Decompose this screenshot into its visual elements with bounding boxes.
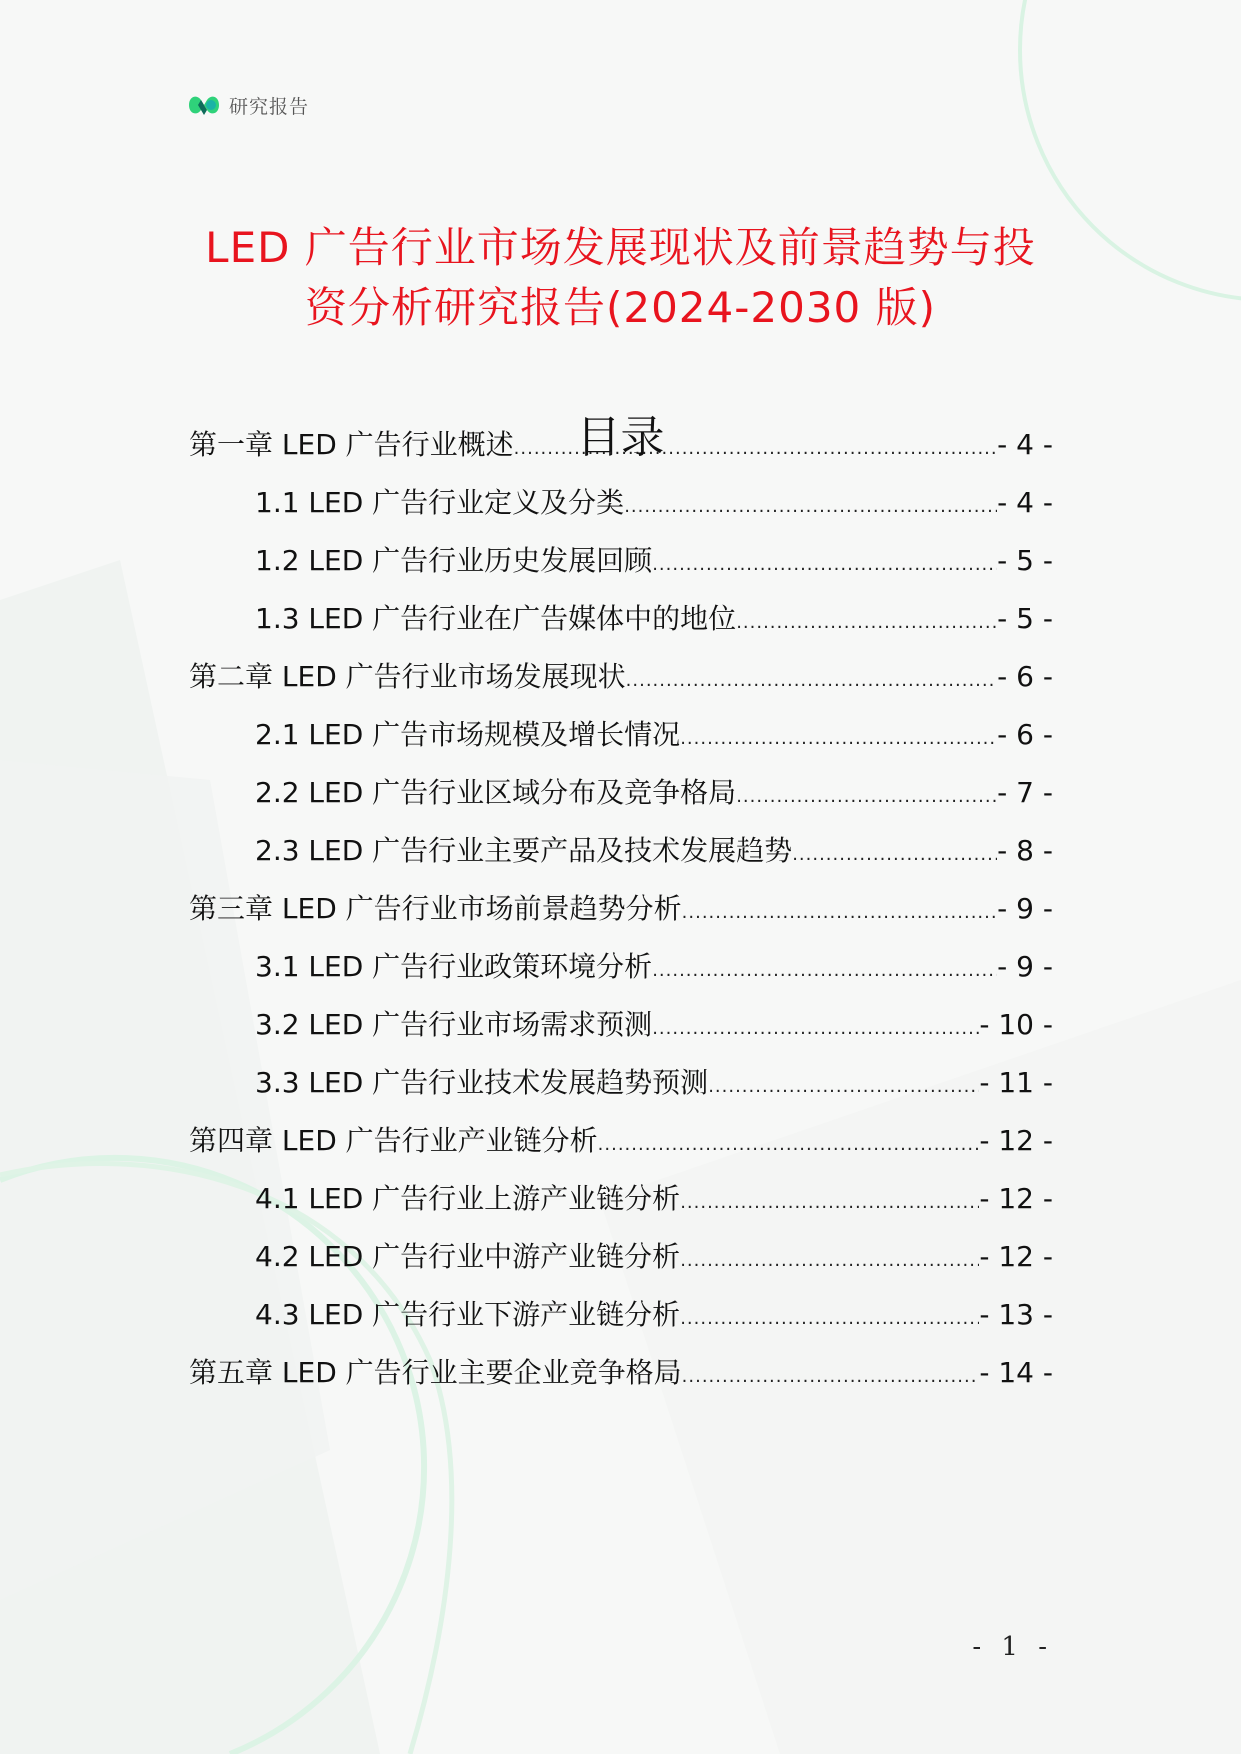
report-title-line2: 资分析研究报告(2024-2030 版) [304, 283, 937, 332]
toc-entry-page: - 7 - [997, 776, 1053, 809]
report-title [150, 218, 1091, 338]
toc-entry[interactable] [189, 423, 1053, 467]
toc-entry[interactable] [255, 1003, 1053, 1047]
page-number: - 1 - [972, 1632, 1053, 1662]
toc-entry-label: 1.1 LED 广告行业定义及分类 [255, 486, 625, 519]
toc-dot-leader [680, 1239, 979, 1283]
toc-entry[interactable] [189, 1351, 1053, 1395]
toc-entry-label: 2.1 LED 广告市场规模及增长情况 [255, 718, 681, 751]
toc-entry-page: - 12 - [979, 1182, 1053, 1215]
toc-entry-page: - 4 - [997, 486, 1053, 519]
toc-entry[interactable] [189, 1119, 1053, 1163]
toc-entry-page: - 14 - [979, 1356, 1053, 1389]
toc-entry-label: 4.2 LED 广告行业中游产业链分析 [255, 1240, 681, 1273]
toc-entry-page: - 13 - [979, 1298, 1053, 1331]
toc-dot-leader [652, 543, 997, 587]
brand-logo-icon [187, 91, 221, 119]
toc-entry-label: 第五章 LED 广告行业主要企业竞争格局 [189, 1356, 682, 1389]
toc-entry-label: 3.1 LED 广告行业政策环境分析 [255, 950, 653, 983]
toc-dot-leader [736, 775, 997, 819]
header-brand [187, 90, 309, 120]
toc-entry-label: 1.2 LED 广告行业历史发展回顾 [255, 544, 653, 577]
toc-entry[interactable] [189, 887, 1053, 931]
toc-entry[interactable] [255, 1293, 1053, 1337]
toc-entry[interactable] [255, 481, 1053, 525]
toc-entry[interactable] [255, 945, 1053, 989]
toc-dot-leader [682, 1355, 980, 1399]
toc-entry-label: 3.3 LED 广告行业技术发展趋势预测 [255, 1066, 709, 1099]
toc-dot-leader [736, 601, 997, 645]
toc-entry[interactable] [255, 1235, 1053, 1279]
toc-entry-page: - 6 - [997, 660, 1053, 693]
toc-dot-leader [680, 717, 997, 761]
toc-entry-page: - 4 - [997, 428, 1053, 461]
toc-entry[interactable] [255, 597, 1053, 641]
toc-entry-label: 2.3 LED 广告行业主要产品及技术发展趋势 [255, 834, 793, 867]
toc-entry-page: - 9 - [997, 950, 1053, 983]
toc-dot-leader [652, 949, 997, 993]
toc-entry-page: - 8 - [997, 834, 1053, 867]
toc-heading: 目录 [576, 412, 665, 463]
toc-entry-label: 第一章 LED 广告行业概述 [189, 428, 514, 461]
report-title-line1: LED 广告行业市场发展现状及前景趋势与投 [205, 223, 1036, 272]
brand-label: 研究报告 [229, 95, 310, 118]
toc-dot-leader [626, 659, 998, 703]
toc-entry-label: 第四章 LED 广告行业产业链分析 [189, 1124, 598, 1157]
toc-entry-page: - 12 - [979, 1124, 1053, 1157]
toc-entry-page: - 5 - [997, 602, 1053, 635]
toc-entry[interactable] [255, 1061, 1053, 1105]
toc-dot-leader [514, 427, 998, 471]
toc-entry-page: - 5 - [997, 544, 1053, 577]
toc-dot-leader [680, 1297, 979, 1341]
toc-entry-page: - 11 - [979, 1066, 1053, 1099]
toc-dot-leader [598, 1123, 980, 1167]
toc-entry[interactable] [255, 539, 1053, 583]
toc-dot-leader [652, 1007, 979, 1051]
toc-dot-leader [682, 891, 998, 935]
toc-entry-label: 2.2 LED 广告行业区域分布及竞争格局 [255, 776, 737, 809]
toc-entry[interactable] [189, 655, 1053, 699]
toc-entry-label: 4.3 LED 广告行业下游产业链分析 [255, 1298, 681, 1331]
toc-entry[interactable] [255, 1177, 1053, 1221]
toc-entry-page: - 12 - [979, 1240, 1053, 1273]
toc-entry-label: 3.2 LED 广告行业市场需求预测 [255, 1008, 653, 1041]
toc-entry-page: - 10 - [979, 1008, 1053, 1041]
toc-entry-label: 1.3 LED 广告行业在广告媒体中的地位 [255, 602, 737, 635]
toc-entry-label: 4.1 LED 广告行业上游产业链分析 [255, 1182, 681, 1215]
toc-entry[interactable] [255, 713, 1053, 757]
toc-dot-leader [680, 1181, 979, 1225]
toc-dot-leader [624, 485, 997, 529]
toc-entry[interactable] [255, 771, 1053, 815]
toc-entry-label: 第二章 LED 广告行业市场发展现状 [189, 660, 626, 693]
toc-entry-page: - 6 - [997, 718, 1053, 751]
toc-entry[interactable] [255, 829, 1053, 873]
toc-dot-leader [708, 1065, 979, 1109]
toc-entry-label: 第三章 LED 广告行业市场前景趋势分析 [189, 892, 682, 925]
toc-entry-page: - 9 - [997, 892, 1053, 925]
toc-dot-leader [792, 833, 997, 877]
